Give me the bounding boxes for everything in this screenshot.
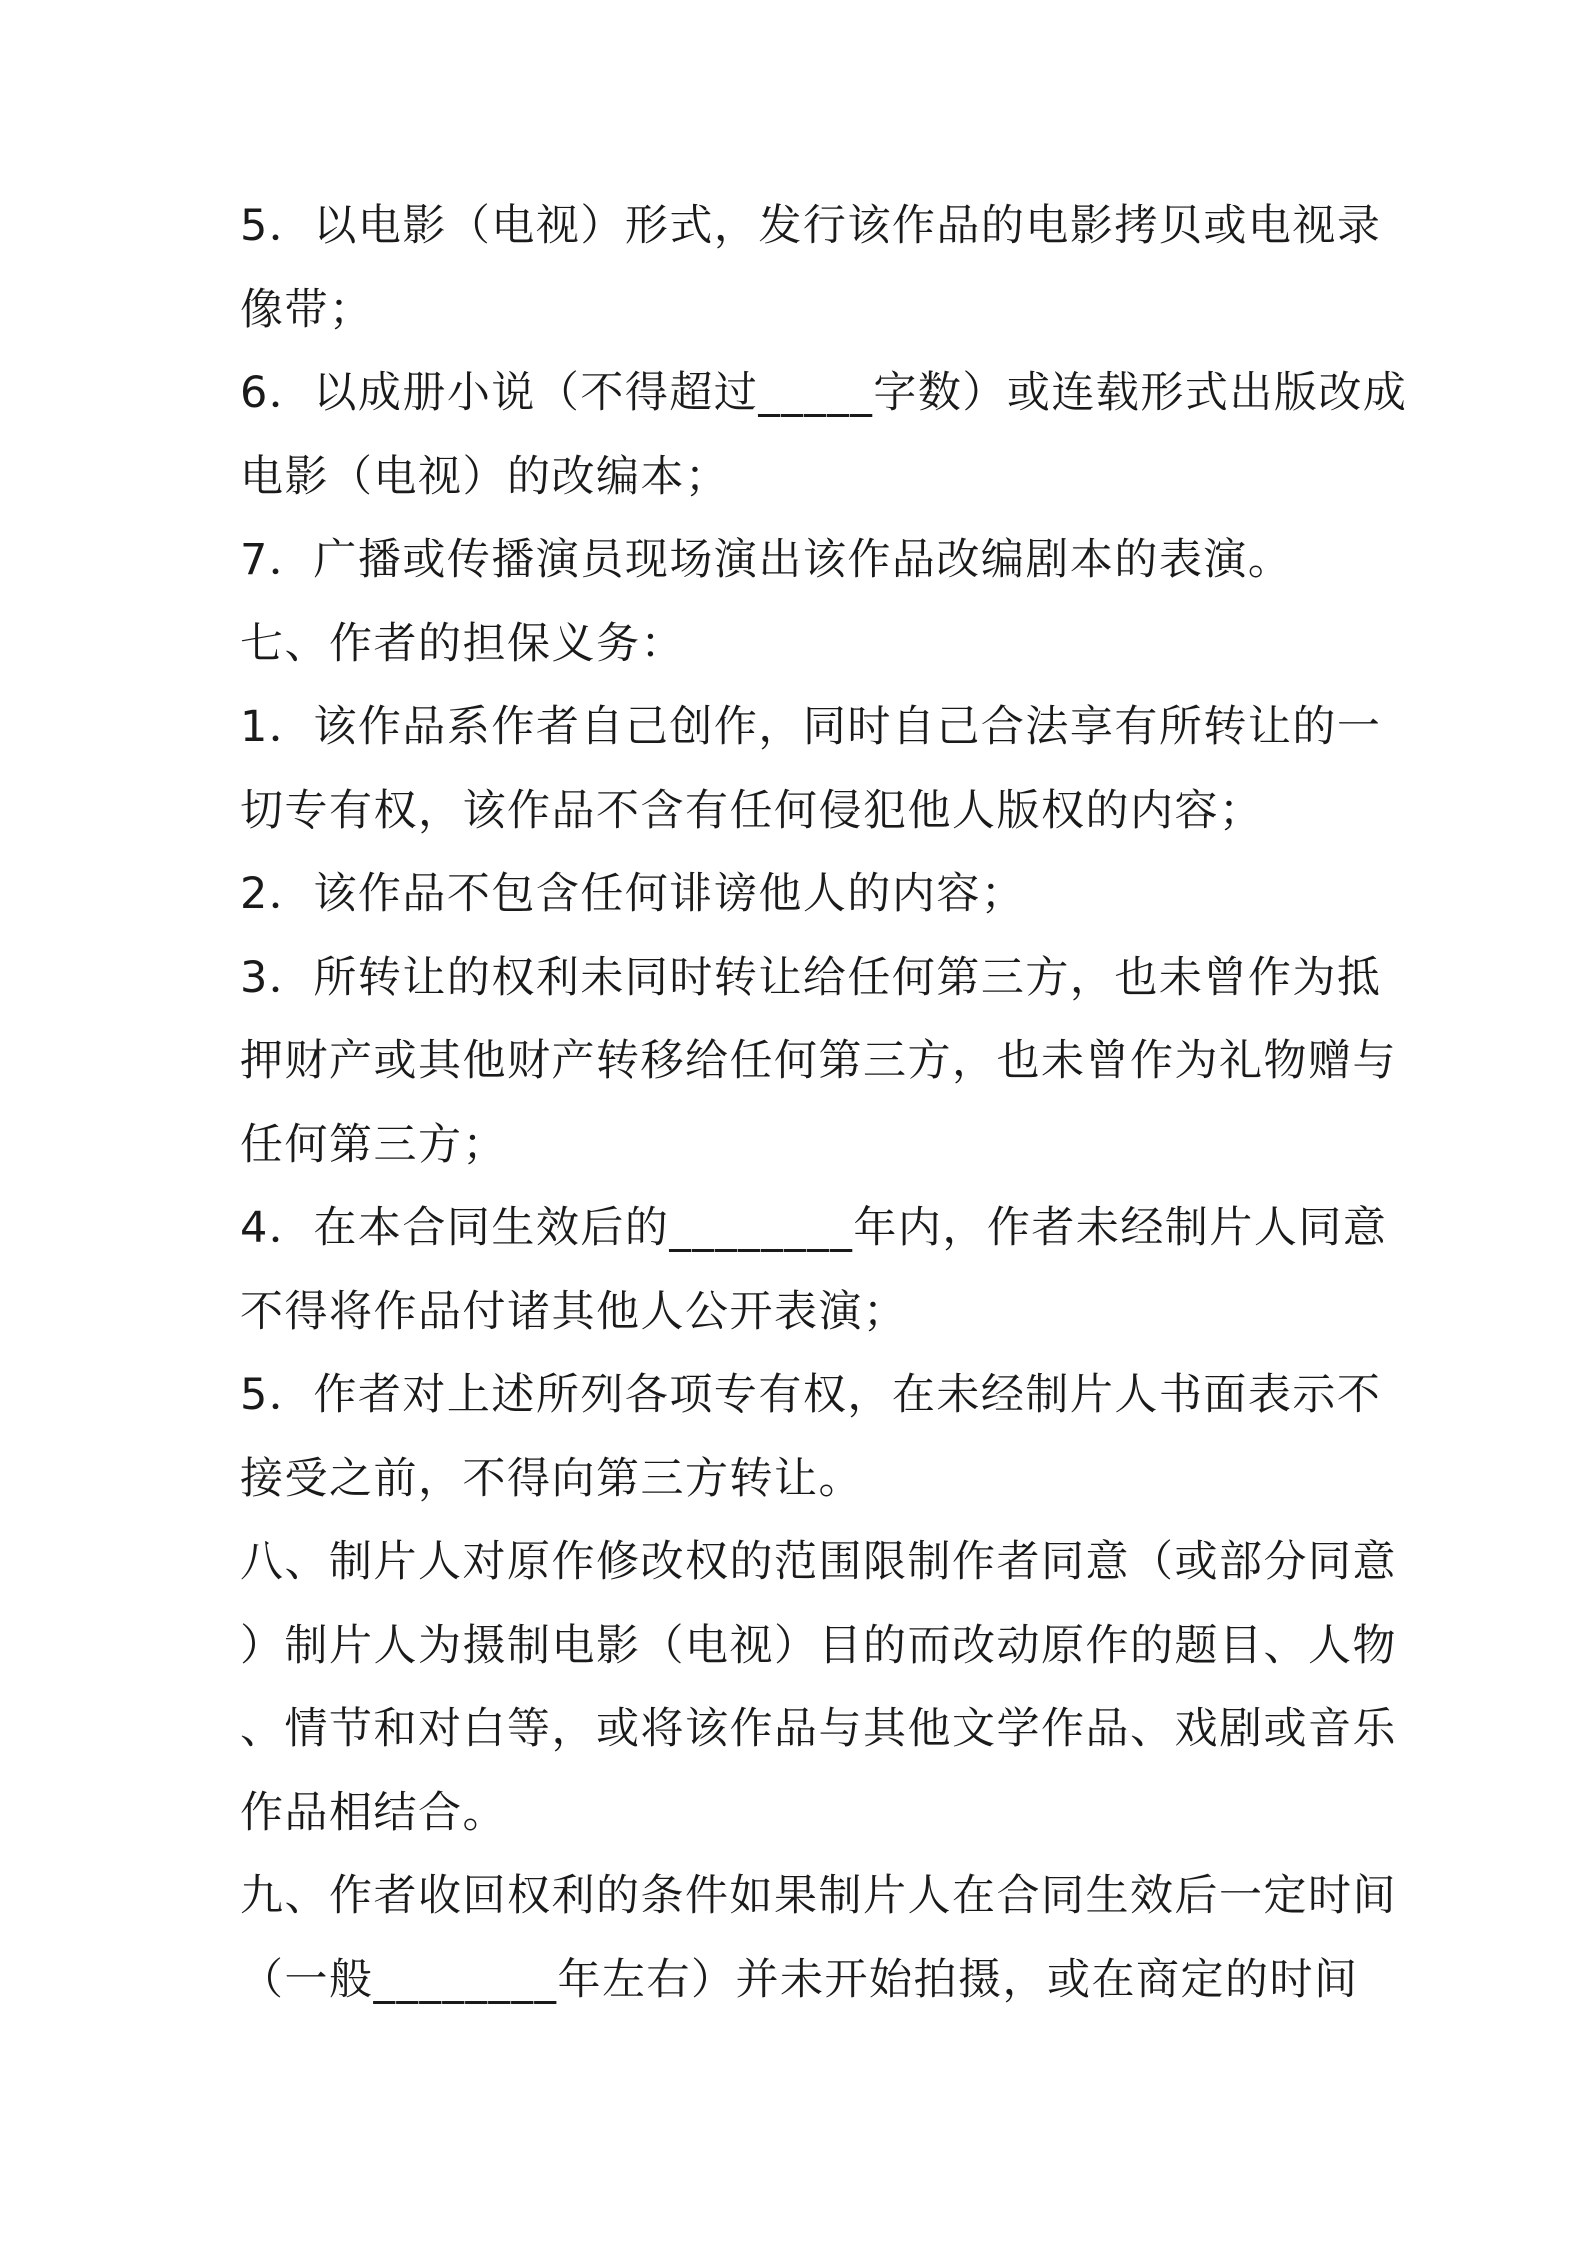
section-heading: 七、作者的担保义务： [240,618,685,669]
section-heading: 九、作者收回权利的条件如果制片人在合同生效后一定时间 [240,1871,1397,1921]
text-line: 2．该作品不包含任何诽谤他人的内容； [240,869,1026,919]
text-line: 5．作者对上述所列各项专有权，在未经制片人书面表示不 [240,1370,1382,1420]
text-line: 任何第三方； [240,1119,507,1170]
text-line: 7．广播或传播演员现场演出该作品改编剧本的表演。 [240,535,1293,585]
text-line: 、情节和对白等，或将该作品与其他文学作品、戏剧或音乐 [240,1704,1397,1754]
text-line: ）制片人为摄制电影（电视）目的而改动原作的题目、人物 [240,1620,1397,1671]
text-line: 不得将作品付诸其他人公开表演； [240,1286,908,1337]
text-line: 1．该作品系作者自己创作，同时自己合法享有所转让的一 [240,702,1382,752]
text-line: 3．所转让的权利未同时转让给任何第三方，也未曾作为抵 [240,952,1382,1003]
section-heading: 八、制片人对原作修改权的范围限制作者同意（或部分同意 [240,1537,1397,1587]
text-line: 6．以成册小说（不得超过_____字数）或连载形式出版改成 [240,368,1408,418]
text-line: 像带； [240,284,374,335]
text-line: 切专有权，该作品不含有任何侵犯他人版权的内容； [240,785,1264,836]
text-line: 接受之前，不得向第三方转让。 [240,1453,863,1504]
text-line: 5．以电影（电视）形式，发行该作品的电影拷贝或电视录 [240,201,1382,251]
document-body [240,185,1408,2022]
text-line: 作品相结合。 [240,1787,507,1838]
text-line: 押财产或其他财产转移给任何第三方，也未曾作为礼物赠与 [240,1036,1397,1086]
text-line: 4．在本合同生效后的________年内，作者未经制片人同意 [240,1203,1388,1253]
text-line: （一般________年左右）并未开始拍摄，或在商定的时间 [240,1954,1359,2005]
text-line: 电影（电视）的改编本； [240,451,730,502]
